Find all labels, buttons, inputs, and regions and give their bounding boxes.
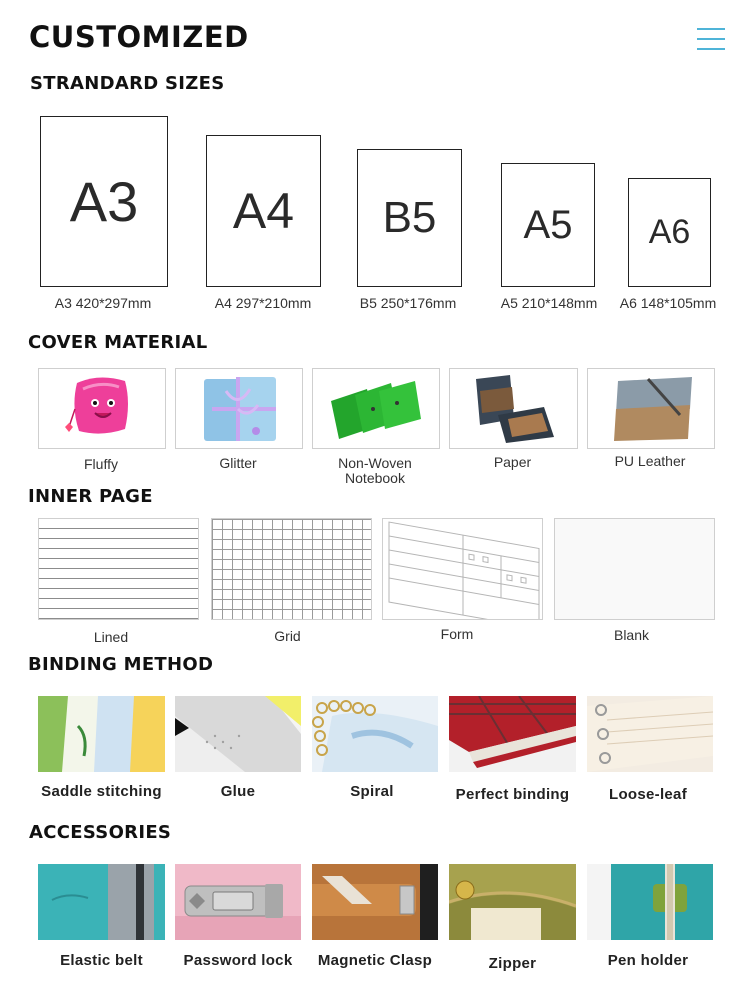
binding-label: Spiral <box>350 783 394 800</box>
size-letter: B5 <box>382 193 437 242</box>
inner-card-grid[interactable] <box>211 518 372 620</box>
size-card-a3[interactable] <box>40 116 168 287</box>
glue-binding-image <box>175 696 301 772</box>
binding-label: Perfect binding <box>455 786 570 803</box>
inner-label: Blank <box>613 627 650 643</box>
accessory-card-pen-holder[interactable] <box>587 864 713 940</box>
pu-leather-notebook-image <box>588 369 714 448</box>
magnetic-clasp-image <box>312 864 438 940</box>
zipper-image <box>449 864 576 940</box>
cover-label: Non-Woven Notebook <box>338 455 412 486</box>
size-letter: A5 <box>523 202 573 247</box>
accessory-card-zipper[interactable] <box>449 864 576 940</box>
password-lock-image <box>175 864 301 940</box>
fluffy-notebook-image <box>39 369 165 448</box>
cover-label: PU Leather <box>614 453 686 469</box>
pen-holder-image <box>587 864 713 940</box>
accessory-label: Zipper <box>488 955 537 972</box>
inner-card-blank[interactable] <box>554 518 715 620</box>
size-caption: A5 210*148mm <box>500 295 598 311</box>
inner-label: Form <box>440 626 474 642</box>
page-title: CUSTOMIZED <box>29 20 249 54</box>
nonwoven-notebook-image <box>313 369 439 448</box>
perfect-binding-image <box>449 696 576 772</box>
binding-card-looseleaf[interactable] <box>587 696 713 772</box>
size-caption: A6 148*105mm <box>619 295 717 311</box>
size-letter: A4 <box>232 183 295 239</box>
saddle-stitching-image <box>38 696 165 772</box>
cover-card-nonwoven[interactable] <box>312 368 440 449</box>
section-heading-binding: BINDING METHOD <box>28 654 214 675</box>
inner-card-lined[interactable] <box>38 518 199 620</box>
section-heading-accessories: ACCESSORIES <box>29 822 172 843</box>
accessory-card-magnetic-clasp[interactable] <box>312 864 438 940</box>
accessory-label: Elastic belt <box>60 952 143 969</box>
accessory-label: Password lock <box>183 952 293 969</box>
inner-label: Grid <box>274 628 301 644</box>
size-caption: A4 297*210mm <box>214 295 312 311</box>
size-letter: A3 <box>69 170 139 233</box>
cover-card-glitter[interactable] <box>175 368 303 449</box>
size-card-b5[interactable] <box>357 149 462 287</box>
cover-card-paper[interactable] <box>449 368 578 449</box>
section-heading-cover: COVER MATERIAL <box>28 332 208 353</box>
size-caption: B5 250*176mm <box>359 295 457 311</box>
elastic-belt-image <box>38 864 165 940</box>
cover-label: Fluffy <box>84 456 118 472</box>
paper-notebook-image <box>450 369 577 448</box>
size-card-a6[interactable] <box>628 178 711 287</box>
inner-label: Lined <box>93 629 129 645</box>
section-heading-sizes: STRANDARD SIZES <box>30 73 225 94</box>
hamburger-menu-icon[interactable] <box>697 28 725 50</box>
binding-card-glue[interactable] <box>175 696 301 772</box>
size-card-a4[interactable] <box>206 135 321 287</box>
cover-label: Glitter <box>219 455 257 471</box>
binding-card-spiral[interactable] <box>312 696 438 772</box>
cover-card-fluffy[interactable] <box>38 368 166 449</box>
size-letter: A6 <box>648 213 691 251</box>
binding-card-saddle[interactable] <box>38 696 165 772</box>
binding-label: Glue <box>220 783 256 800</box>
section-heading-inner: INNER PAGE <box>28 486 153 507</box>
accessory-label: Magnetic Clasp <box>317 952 433 969</box>
binding-label: Saddle stitching <box>41 783 162 800</box>
cover-card-pu-leather[interactable] <box>587 368 715 449</box>
loose-leaf-binding-image <box>587 696 713 772</box>
size-card-a5[interactable] <box>501 163 595 287</box>
cover-label: Paper <box>493 454 532 470</box>
spiral-binding-image <box>312 696 438 772</box>
form-page-image <box>383 519 542 619</box>
size-caption: A3 420*297mm <box>54 295 152 311</box>
accessory-card-password-lock[interactable] <box>175 864 301 940</box>
accessory-card-elastic-belt[interactable] <box>38 864 165 940</box>
inner-card-form[interactable] <box>382 518 543 620</box>
binding-card-perfect[interactable] <box>449 696 576 772</box>
binding-label: Loose-leaf <box>608 786 687 803</box>
accessory-label: Pen holder <box>607 952 689 969</box>
glitter-notebook-image <box>176 369 302 448</box>
